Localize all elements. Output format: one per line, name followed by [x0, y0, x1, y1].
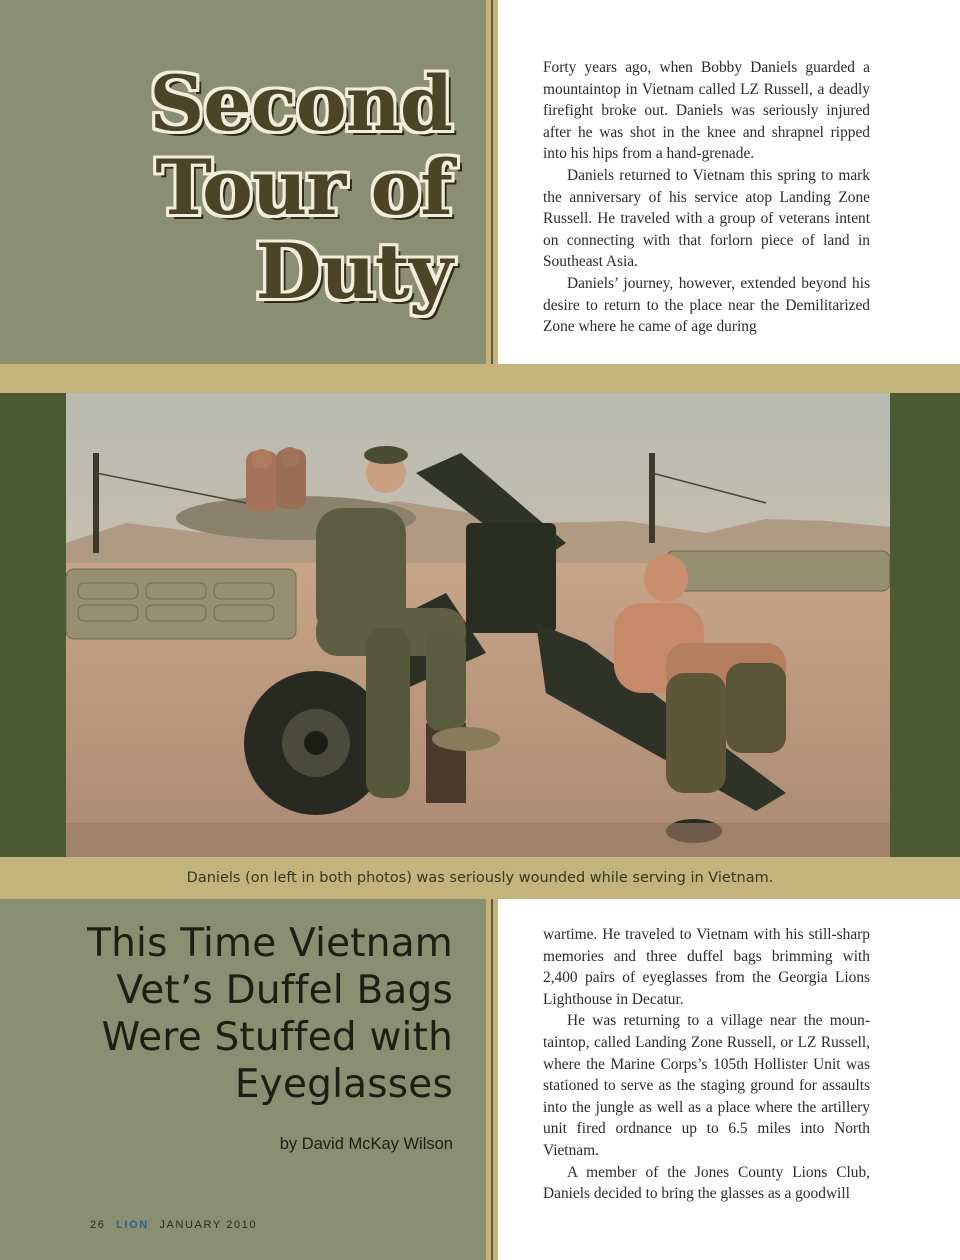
- artillery-photo: [66, 393, 890, 857]
- body-column-top: [543, 57, 870, 347]
- vertical-rule-top: [486, 0, 498, 364]
- paragraph: He was returning to a village near the mountaintop, called Landing Zone Russell, or LZ Russell, where the Marine Corps’s 105th Hollister Unit was stationed to serve as the staging ground for assaults into the jungle as well as a place where the artillery unit fired ordnance up to 6.5 miles into North Vietnam.: [543, 1012, 870, 1159]
- paragraph: wartime. He traveled to Vietnam with his still-sharp memories and three duffel bags brimming with 2,400 pairs of eyeglasses from the Georgia Lions Lighthouse in Decatur.: [543, 926, 870, 1008]
- title-line: Tour of: [155, 143, 452, 232]
- title-line: Duty: [255, 227, 452, 316]
- article-subtitle: [13, 920, 453, 1108]
- gold-band-top: [0, 364, 960, 393]
- issue-date: JANUARY 2010: [159, 1219, 258, 1231]
- page-folio: [90, 1219, 257, 1231]
- vertical-rule-bottom: [486, 899, 498, 1260]
- title-line: Second: [149, 59, 452, 148]
- paragraph: Daniels’ journey, however, extended beyond his desire to return to the place near the Demilitarized Zone where he came of age during: [543, 274, 870, 336]
- magazine-name: LION: [116, 1219, 149, 1231]
- paragraph: A member of the Jones County Lions Club, Daniels decided to bring the glasses as a goodwill: [543, 1163, 870, 1203]
- paragraph: Forty years ago, when Bobby Daniels guarded a mountaintop in Vietnam called LZ Russell, a deadly firefight broke out. Daniels was seriously injured after he was shot in the knee and shrapnel ripped into his hips from a hand-grenade.: [543, 59, 870, 163]
- body-column-bottom: [543, 924, 870, 1209]
- article-title: [12, 59, 452, 316]
- subtitle-line: Eyeglasses: [234, 1062, 453, 1107]
- subtitle-line: Vet’s Duffel Bags: [116, 968, 453, 1013]
- paragraph: Daniels returned to Vietnam this spring to mark the anniversary of his service atop Landing Zone Russell. He traveled with a group of veterans intent on connecting with that forlorn piece of land in Southeast Asia.: [543, 166, 870, 271]
- byline: by David McKay Wilson: [279, 1135, 453, 1153]
- subtitle-line: Were Stuffed with: [101, 1015, 453, 1060]
- subtitle-line: This Time Vietnam: [87, 921, 453, 966]
- page-number: 26: [90, 1219, 106, 1231]
- photo-caption: Daniels (on left in both photos) was seriously wounded while serving in Vietnam.: [186, 870, 774, 886]
